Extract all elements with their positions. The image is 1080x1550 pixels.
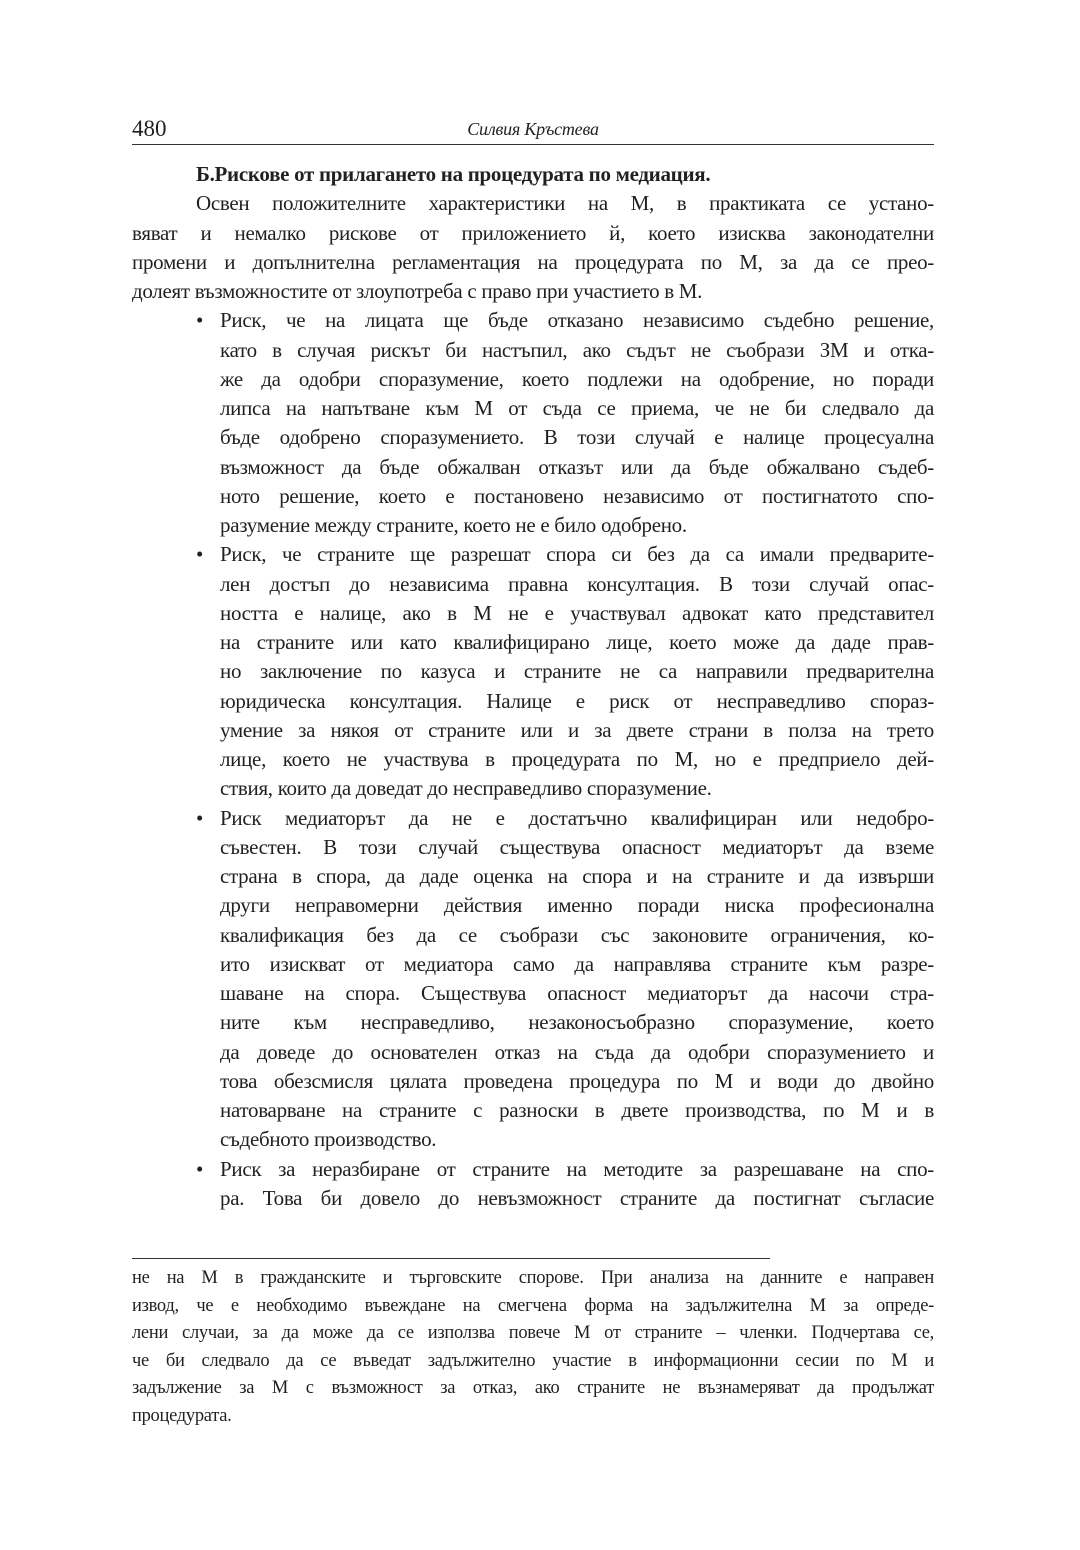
footnote-line: задължение за М с възможност за отказ, ако страните не възнамеряват да продължат (132, 1378, 934, 1399)
bullet-icon: • (196, 1156, 204, 1181)
section-title: Б.Рискове от прилагането на процедурата по медиация. (196, 162, 711, 186)
bullet-item-line: страна в спора, да даде оценка на спора и на страните и да извърши (220, 864, 934, 888)
bullet-item-line: ното решение, което е постановено независимо от постигнатото спо- (220, 483, 934, 508)
bullet-item-line: съдебното производство. (220, 1127, 437, 1152)
bullet-item-line: ните към несправедливо, незаконосъобразно споразумение, което (220, 1010, 934, 1035)
bullet-item-line: лице, което не участвува в процедурата по М, но е предприело дей- (220, 747, 934, 771)
bullet-item-line: други неправомерни действия именно поради ниска професионална (220, 893, 934, 918)
bullet-item-line: юридическа консултация. Налице е риск от несправедливо спораз- (220, 688, 934, 713)
bullet-item-line: ра. Това би довело до невъзможност страните да постигнат съгласие (220, 1185, 934, 1210)
bullet-item-line: да доведе до основателен отказ на съда да одобри споразумението и (220, 1039, 934, 1064)
bullet-item-line: възможност да бъде обжалван отказът или да бъде обжалвано съдеб- (220, 454, 934, 479)
bullet-item-line: като в случая рискът би настъпил, ако съдът не съобрази ЗМ и отка- (220, 337, 934, 362)
bullet-item-line: квалификация без да се съобрази със законовите ограничения, ко- (220, 922, 934, 947)
footnote-divider (132, 1258, 770, 1259)
bullet-item-line: же да одобри споразумение, което подлежи на одобрение, но поради (220, 366, 934, 391)
footnote-line: процедурата. (132, 1406, 232, 1426)
bullet-item-line: ността е налице, ако в М не е участвувал адвокат като представител (220, 600, 934, 625)
bullet-item-line: Риск медиаторът да не е достатъчно квалифициран или недобро- (220, 805, 934, 830)
bullet-item-line: Риск за неразбиране от страните на методите за разрешаване на спо- (220, 1156, 934, 1181)
bullet-item-line: шаване на спора. Съществува опасност медиаторът да насочи стра- (220, 981, 934, 1005)
bullet-item-line: умение за някоя от страните или и за двете страни в полза на трето (220, 717, 934, 742)
paragraph-line: промени и допълнителна регламентация на процедурата по М, за да се прео- (132, 249, 934, 274)
bullet-item-line: липса на напътване към М от съда се приема, че не би следвало да (220, 396, 934, 420)
bullet-icon: • (196, 308, 204, 333)
bullet-item-line: но заключение по казуса и страните не са направили предварителна (220, 659, 934, 684)
bullet-item-line: лен достъп до независима правна консултация. В този случай опас- (220, 571, 934, 596)
page-number: 480 (132, 116, 167, 141)
bullet-icon: • (196, 542, 204, 567)
running-title: Силвия Кръстева (467, 119, 599, 139)
bullet-item-line: разумение между страните, което не е било одобрено. (220, 513, 687, 537)
paragraph-line: долеят възможностите от злоупотреба с право при участието в М. (132, 279, 703, 303)
bullet-item-line: Риск, че страните ще разрешат спора си без да са имали предварите- (220, 542, 934, 567)
bullet-item-line: на страните или като квалифицирано лице, което може да даде прав- (220, 630, 934, 654)
bullet-item-line: това обезсмисля цялата проведена процедура по М и води до двойно (220, 1068, 934, 1093)
bullet-item-line: ито изискват от медиатора само да направлява страните към разре- (220, 951, 934, 976)
bullet-icon: • (196, 805, 204, 830)
footnote-line: извод, че е необходимо въвеждане на смегчена форма на задължителна М за опреде- (132, 1295, 934, 1316)
paragraph-line: вяват и немалко рискове от приложението й, което изисква законодателни (132, 220, 934, 245)
bullet-item-line: натоварване на страните с разноски в двете производства, по М и в (220, 1098, 934, 1122)
footnote-line: лени случаи, за да може да се използва повече М от страните – членки. Подчертава се, (132, 1323, 934, 1344)
bullet-item-line: Риск, че на лицата ще бъде отказано независимо съдебно решение, (220, 308, 934, 333)
bullet-item-line: ствия, които да доведат до несправедливо споразумение. (220, 776, 712, 801)
bullet-item-line: съвестен. В този случай съществува опасност медиаторът да вземе (220, 834, 934, 859)
paragraph-line: Освен положителните характеристики на М, в практиката се устано- (196, 191, 934, 216)
footnote-line: не на М в гражданските и търговските спорове. При анализа на данните е направен (132, 1268, 934, 1288)
footnote-line: че би следвало да се въведат задължително участие в информационни сесии по М и (132, 1350, 934, 1371)
page-header (132, 114, 934, 145)
bullet-item-line: бъде одобрено споразумението. В този случай е налице процесуална (220, 425, 934, 450)
